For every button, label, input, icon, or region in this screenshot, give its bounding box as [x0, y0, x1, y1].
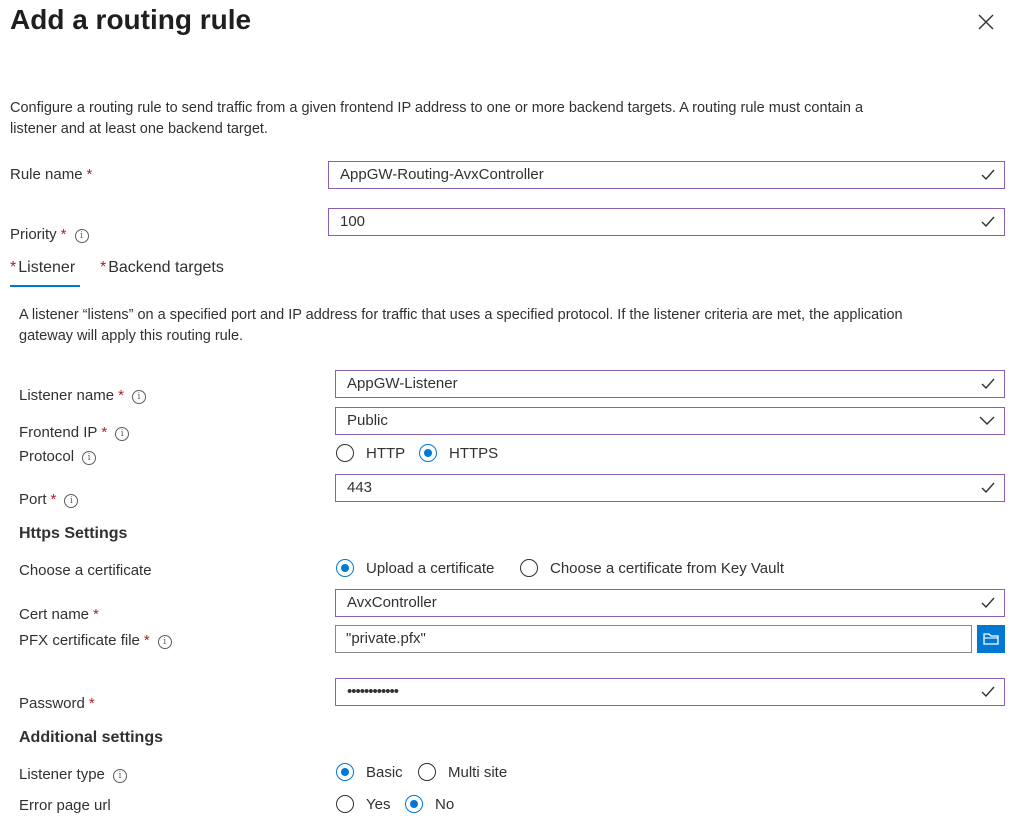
- radio-button-selected[interactable]: [336, 559, 354, 577]
- checkmark-icon: [981, 216, 995, 228]
- listener-description: [19, 305, 1009, 347]
- rule-name-label: Rule name *: [10, 166, 93, 183]
- rule-name-field[interactable]: [328, 161, 1005, 189]
- protocol-https-radio[interactable]: HTTPS: [419, 444, 498, 462]
- radio-button-selected[interactable]: [405, 795, 423, 813]
- frontend-ip-dropdown[interactable]: [335, 407, 1005, 435]
- pfx-certificate-label: PFX certificate file * i: [19, 632, 172, 649]
- listener-name-value: AppGW-Listener: [347, 375, 458, 392]
- cert-name-value: AvxController: [347, 594, 437, 611]
- protocol-label: Protocol i: [19, 448, 96, 465]
- upload-certificate-radio[interactable]: Upload a certificate: [336, 559, 494, 577]
- checkmark-icon: [981, 597, 995, 609]
- choose-certificate-label: Choose a certificate: [19, 562, 152, 579]
- frontend-ip-label: Frontend IP * i: [19, 424, 129, 441]
- folder-icon: [977, 625, 1005, 653]
- checkmark-icon: [981, 686, 995, 698]
- info-icon[interactable]: i: [75, 229, 89, 243]
- error-page-url-label: Error page url: [19, 797, 111, 814]
- tab-listener[interactable]: * Listener: [10, 259, 76, 276]
- key-vault-certificate-radio[interactable]: Choose a certificate from Key Vault: [520, 559, 784, 577]
- chevron-down-icon: [979, 416, 995, 426]
- panel-description-line1: Configure a routing rule to send traffic from a given frontend IP address to one or more backend targets. A routing rule must contain a: [10, 100, 864, 116]
- pfx-file-input[interactable]: [335, 625, 972, 653]
- error-page-yes-radio[interactable]: Yes: [336, 795, 390, 813]
- tab-backend-targets[interactable]: * Backend targets: [100, 259, 224, 276]
- panel-description-line2: listener and at least one backend target.: [10, 121, 268, 137]
- frontend-ip-value: Public: [347, 412, 388, 429]
- listener-type-label: Listener type i: [19, 766, 127, 783]
- info-icon[interactable]: i: [115, 427, 129, 441]
- info-icon[interactable]: i: [158, 635, 172, 649]
- radio-button[interactable]: [418, 763, 436, 781]
- panel-description: [10, 98, 1010, 140]
- port-field[interactable]: [335, 474, 1005, 502]
- listener-name-field[interactable]: [335, 370, 1005, 398]
- priority-field[interactable]: [328, 208, 1005, 236]
- info-icon[interactable]: i: [113, 769, 127, 783]
- port-value: 443: [347, 479, 373, 496]
- info-icon[interactable]: i: [132, 390, 146, 404]
- protocol-http-radio[interactable]: HTTP: [336, 444, 405, 462]
- cert-name-field[interactable]: [335, 589, 1005, 617]
- password-value: ••••••••••••: [347, 683, 399, 700]
- password-field[interactable]: [335, 678, 1005, 706]
- checkmark-icon: [981, 378, 995, 390]
- radio-button[interactable]: [336, 795, 354, 813]
- password-label: Password *: [19, 695, 95, 712]
- tab-active-indicator: [10, 285, 80, 287]
- error-page-no-radio[interactable]: No: [405, 795, 454, 813]
- checkmark-icon: [981, 169, 995, 181]
- listener-name-label: Listener name * i: [19, 387, 146, 404]
- listener-type-multisite-radio[interactable]: Multi site: [418, 763, 507, 781]
- radio-button-selected[interactable]: [336, 763, 354, 781]
- listener-type-basic-radio[interactable]: Basic: [336, 763, 403, 781]
- priority-value: 100: [340, 213, 366, 230]
- info-icon[interactable]: i: [64, 494, 78, 508]
- radio-button[interactable]: [520, 559, 538, 577]
- close-icon[interactable]: [976, 12, 996, 32]
- listener-description-line1: A listener “listens” on a specified port and IP address for traffic that uses a specified protocol. If the listener criteria are met, the application: [19, 307, 903, 323]
- browse-file-button[interactable]: [977, 625, 1005, 653]
- rule-name-value: AppGW-Routing-AvxController: [340, 166, 544, 183]
- checkmark-icon: [981, 482, 995, 494]
- radio-button[interactable]: [336, 444, 354, 462]
- priority-label: Priority * i: [10, 226, 89, 243]
- panel-title: Add a routing rule: [10, 4, 252, 35]
- pfx-file-value: "private.pfx": [346, 630, 426, 647]
- listener-description-line2: gateway will apply this routing rule.: [19, 328, 244, 344]
- https-settings-heading: Https Settings: [19, 525, 128, 542]
- radio-button-selected[interactable]: [419, 444, 437, 462]
- additional-settings-heading: Additional settings: [19, 729, 163, 746]
- info-icon[interactable]: i: [82, 451, 96, 465]
- cert-name-label: Cert name *: [19, 606, 99, 623]
- port-label: Port * i: [19, 491, 78, 508]
